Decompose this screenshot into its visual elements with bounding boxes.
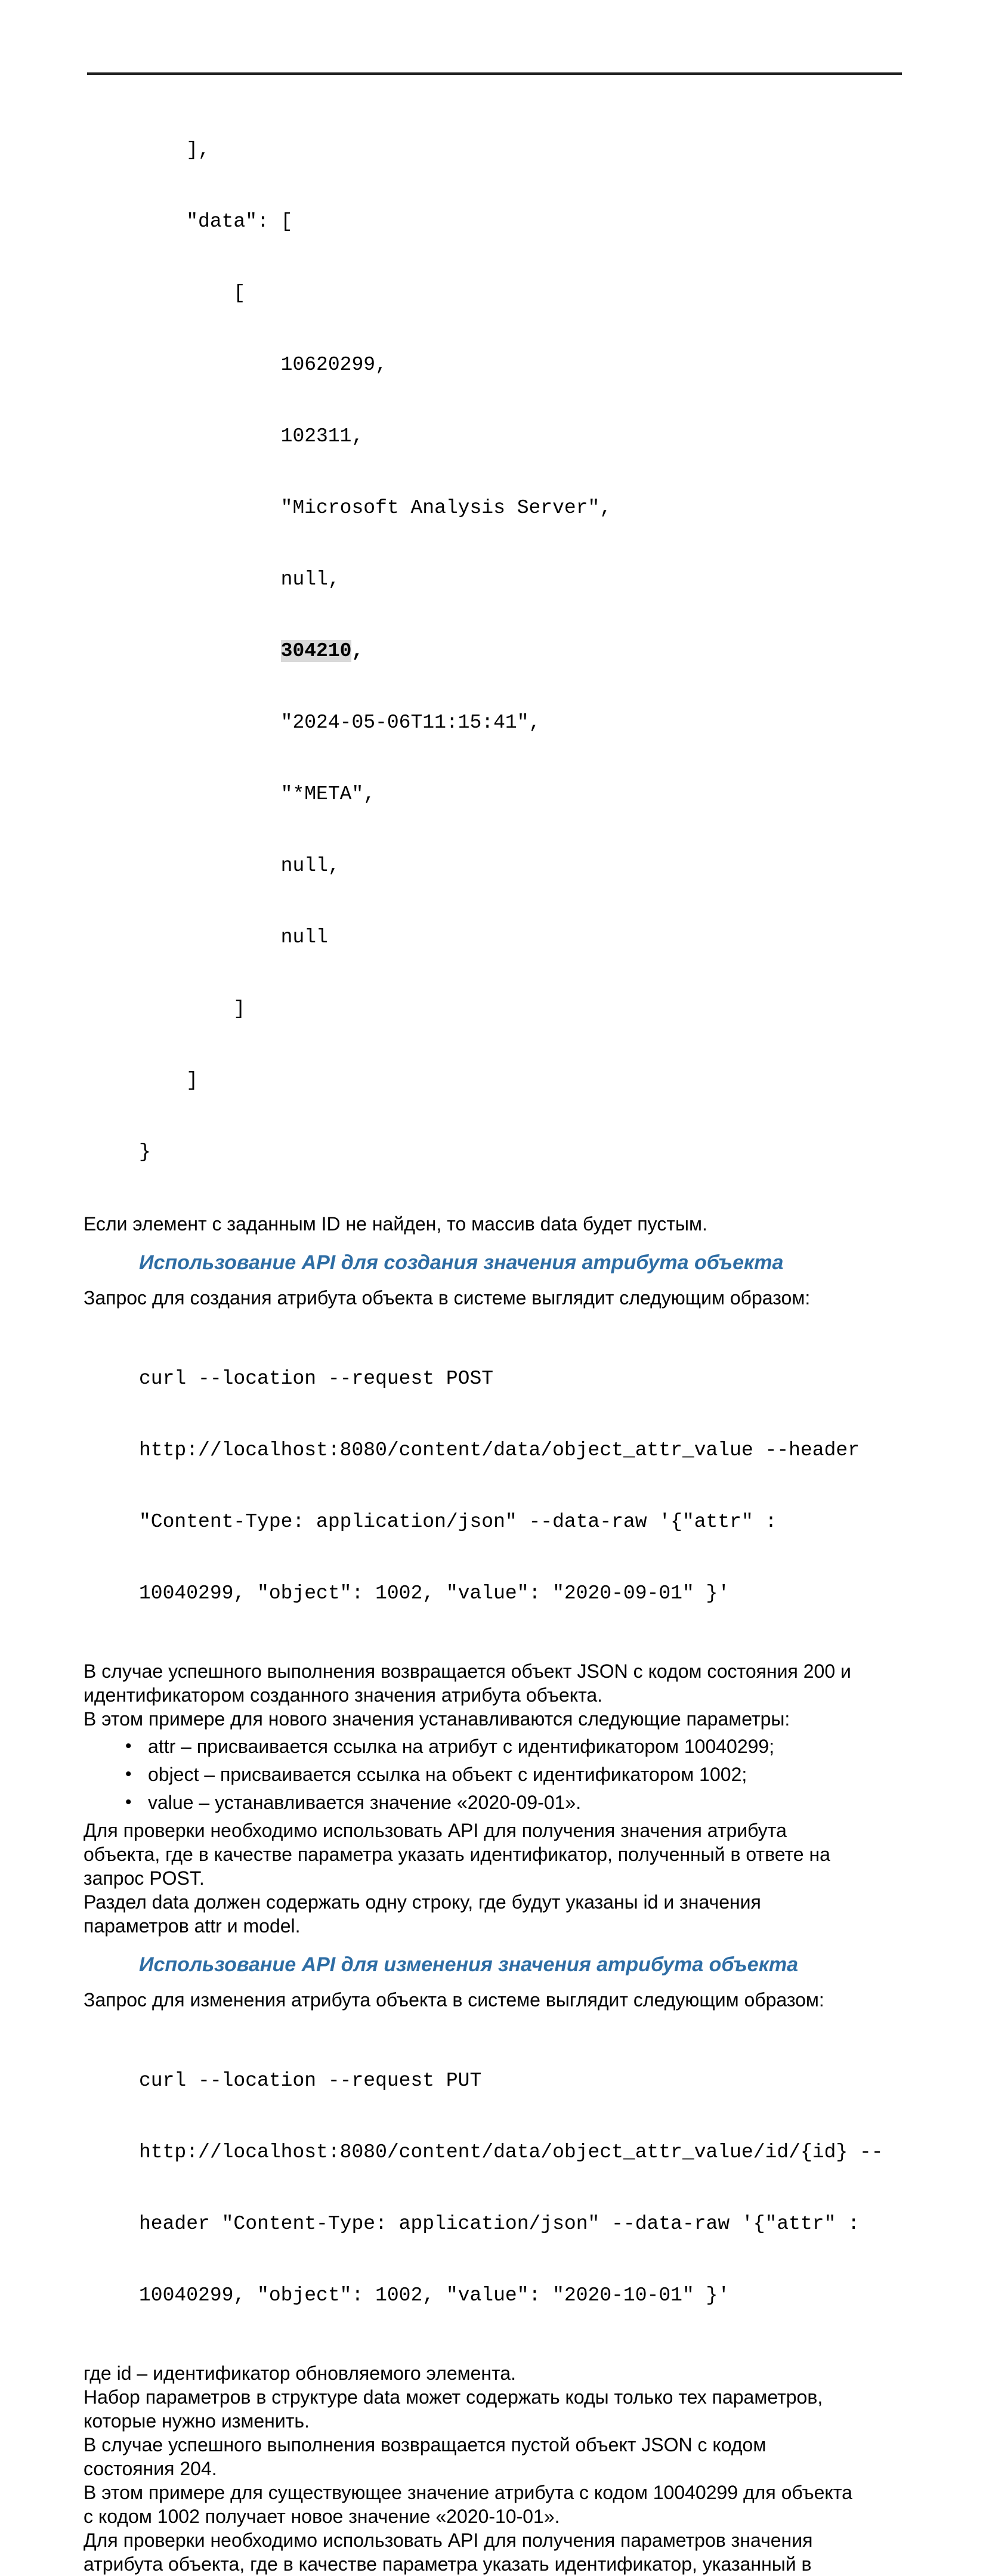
paragraph-line: Если элемент с заданным ID не найден, то массив data будет пустым. xyxy=(84,1213,707,1235)
paragraph-line: Раздел data должен содержать одну строку, где будут указаны id и значения xyxy=(84,1891,761,1913)
code-line: [ xyxy=(139,282,246,304)
bullet-icon: • xyxy=(125,1792,132,1812)
section-heading-create-attr-value: Использование API для создания значения атрибута объекта xyxy=(139,1251,784,1274)
paragraph-line: Запрос для изменения атрибута объекта в системе выглядит следующим образом: xyxy=(84,1989,824,2011)
paragraph-line: В случае успешного выполнения возвращается объект JSON с кодом состояния 200 и xyxy=(84,1660,851,1682)
code-line: 102311, xyxy=(139,425,364,447)
section-heading-update-attr-value: Использование API для изменения значения атрибута объекта xyxy=(139,1953,799,1976)
code-line: ] xyxy=(139,1069,199,1091)
list-item-text: object – присваивается ссылка на объект с идентификатором 1002; xyxy=(148,1764,747,1785)
code-line: header "Content-Type: application/json" --data-raw '{"attr" : xyxy=(139,2213,860,2235)
code-line: ] xyxy=(139,998,246,1020)
paragraph-line: Для проверки необходимо использовать API для получения значения атрибута xyxy=(84,1820,787,1841)
paragraph-post-success xyxy=(84,1659,902,1707)
code-line: 10040299, "object": 1002, "value": "2020-10-01" }' xyxy=(139,2284,730,2306)
list-item xyxy=(84,1734,902,1758)
code-line-highlighted xyxy=(139,639,902,663)
code-line: http://localhost:8080/content/data/object_attr_value --header xyxy=(139,1439,860,1461)
code-line: } xyxy=(139,1141,151,1163)
paragraph-line: параметров attr и model. xyxy=(84,1915,301,1937)
code-line: ], xyxy=(139,139,210,161)
bullet-icon: • xyxy=(125,1764,132,1784)
code-line: 10620299, xyxy=(139,354,387,376)
paragraph-put-success xyxy=(84,2433,902,2481)
code-block-json-response xyxy=(84,91,902,1212)
list-item-text: attr – присваивается ссылка на атрибут с идентификатором 10040299; xyxy=(148,1736,775,1757)
paragraph-line: Для проверки необходимо использовать API для получения параметров значения xyxy=(84,2529,813,2551)
paragraph-example-params-intro xyxy=(84,1707,902,1731)
code-line: null, xyxy=(139,568,340,590)
list-item-text: value – устанавливается значение «2020-09-01». xyxy=(148,1792,582,1813)
code-indent xyxy=(139,640,281,662)
code-line: null, xyxy=(139,855,340,877)
code-line: "Content-Type: application/json" --data-raw '{"attr" : xyxy=(139,1511,777,1533)
paragraph-line: состояния 204. xyxy=(84,2458,217,2479)
paragraph-data-params-note xyxy=(84,2385,902,2433)
code-line: curl --location --request PUT xyxy=(139,2070,482,2092)
list-item xyxy=(84,1790,902,1814)
code-line: http://localhost:8080/content/data/object_attr_value/id/{id} -- xyxy=(139,2141,883,2163)
paragraph-line: которые нужно изменить. xyxy=(84,2410,310,2432)
code-line: 10040299, "object": 1002, "value": "2020-09-01" }' xyxy=(139,1582,730,1604)
code-line: "Microsoft Analysis Server", xyxy=(139,497,612,519)
paragraph-update-example xyxy=(84,2481,902,2528)
paragraph-update-request-intro xyxy=(84,1988,902,2012)
paragraph-line: атрибута объекта, где в качестве параметра указать идентификатор, указанный в xyxy=(84,2553,812,2575)
paragraph-create-request-intro xyxy=(84,1286,902,1310)
code-comma: , xyxy=(351,640,364,662)
code-line: curl --location --request POST xyxy=(139,1368,494,1390)
paragraph-line: Запрос для создания атрибута объекта в системе выглядит следующим образом: xyxy=(84,1287,811,1309)
paragraph-line: В случае успешного выполнения возвращается пустой объект JSON с кодом xyxy=(84,2434,766,2456)
paragraph-id-note xyxy=(84,2361,902,2385)
paragraph-verification-post xyxy=(84,1819,902,1890)
list-item xyxy=(84,1762,902,1786)
bullet-icon: • xyxy=(125,1736,132,1756)
code-block-curl-post xyxy=(84,1319,902,1653)
code-line: "data": [ xyxy=(139,211,293,233)
header-divider-rule xyxy=(87,72,902,75)
paragraph-line: В этом примере для существующее значение атрибута с кодом 10040299 для объекта xyxy=(84,2482,852,2503)
paragraph-line: идентификатором созданного значения атрибута объекта. xyxy=(84,1684,603,1706)
paragraph-line: запрос POST. xyxy=(84,1867,205,1889)
paragraph-line: объекта, где в качестве параметра указать идентификатор, полученный в ответе на xyxy=(84,1844,830,1865)
code-line: "2024-05-06T11:15:41", xyxy=(139,712,541,734)
code-line: null xyxy=(139,926,328,948)
highlighted-value: 304210 xyxy=(280,640,352,662)
code-block-curl-put xyxy=(84,2021,902,2355)
paragraph-line: Набор параметров в структуре data может содержать коды только тех параметров, xyxy=(84,2386,823,2408)
paragraph-line: где id – идентификатор обновляемого элемента. xyxy=(84,2362,517,2384)
paragraph-line: В этом примере для нового значения устанавливаются следующие параметры: xyxy=(84,1708,790,1730)
paragraph-data-section-note xyxy=(84,1890,902,1938)
paragraph-data-empty-note xyxy=(84,1212,902,1236)
code-line: "*META", xyxy=(139,783,376,805)
paragraph-line: с кодом 1002 получает новое значение «2020-10-01». xyxy=(84,2506,560,2527)
parameter-list xyxy=(84,1734,902,1814)
paragraph-verification-put xyxy=(84,2528,902,2576)
